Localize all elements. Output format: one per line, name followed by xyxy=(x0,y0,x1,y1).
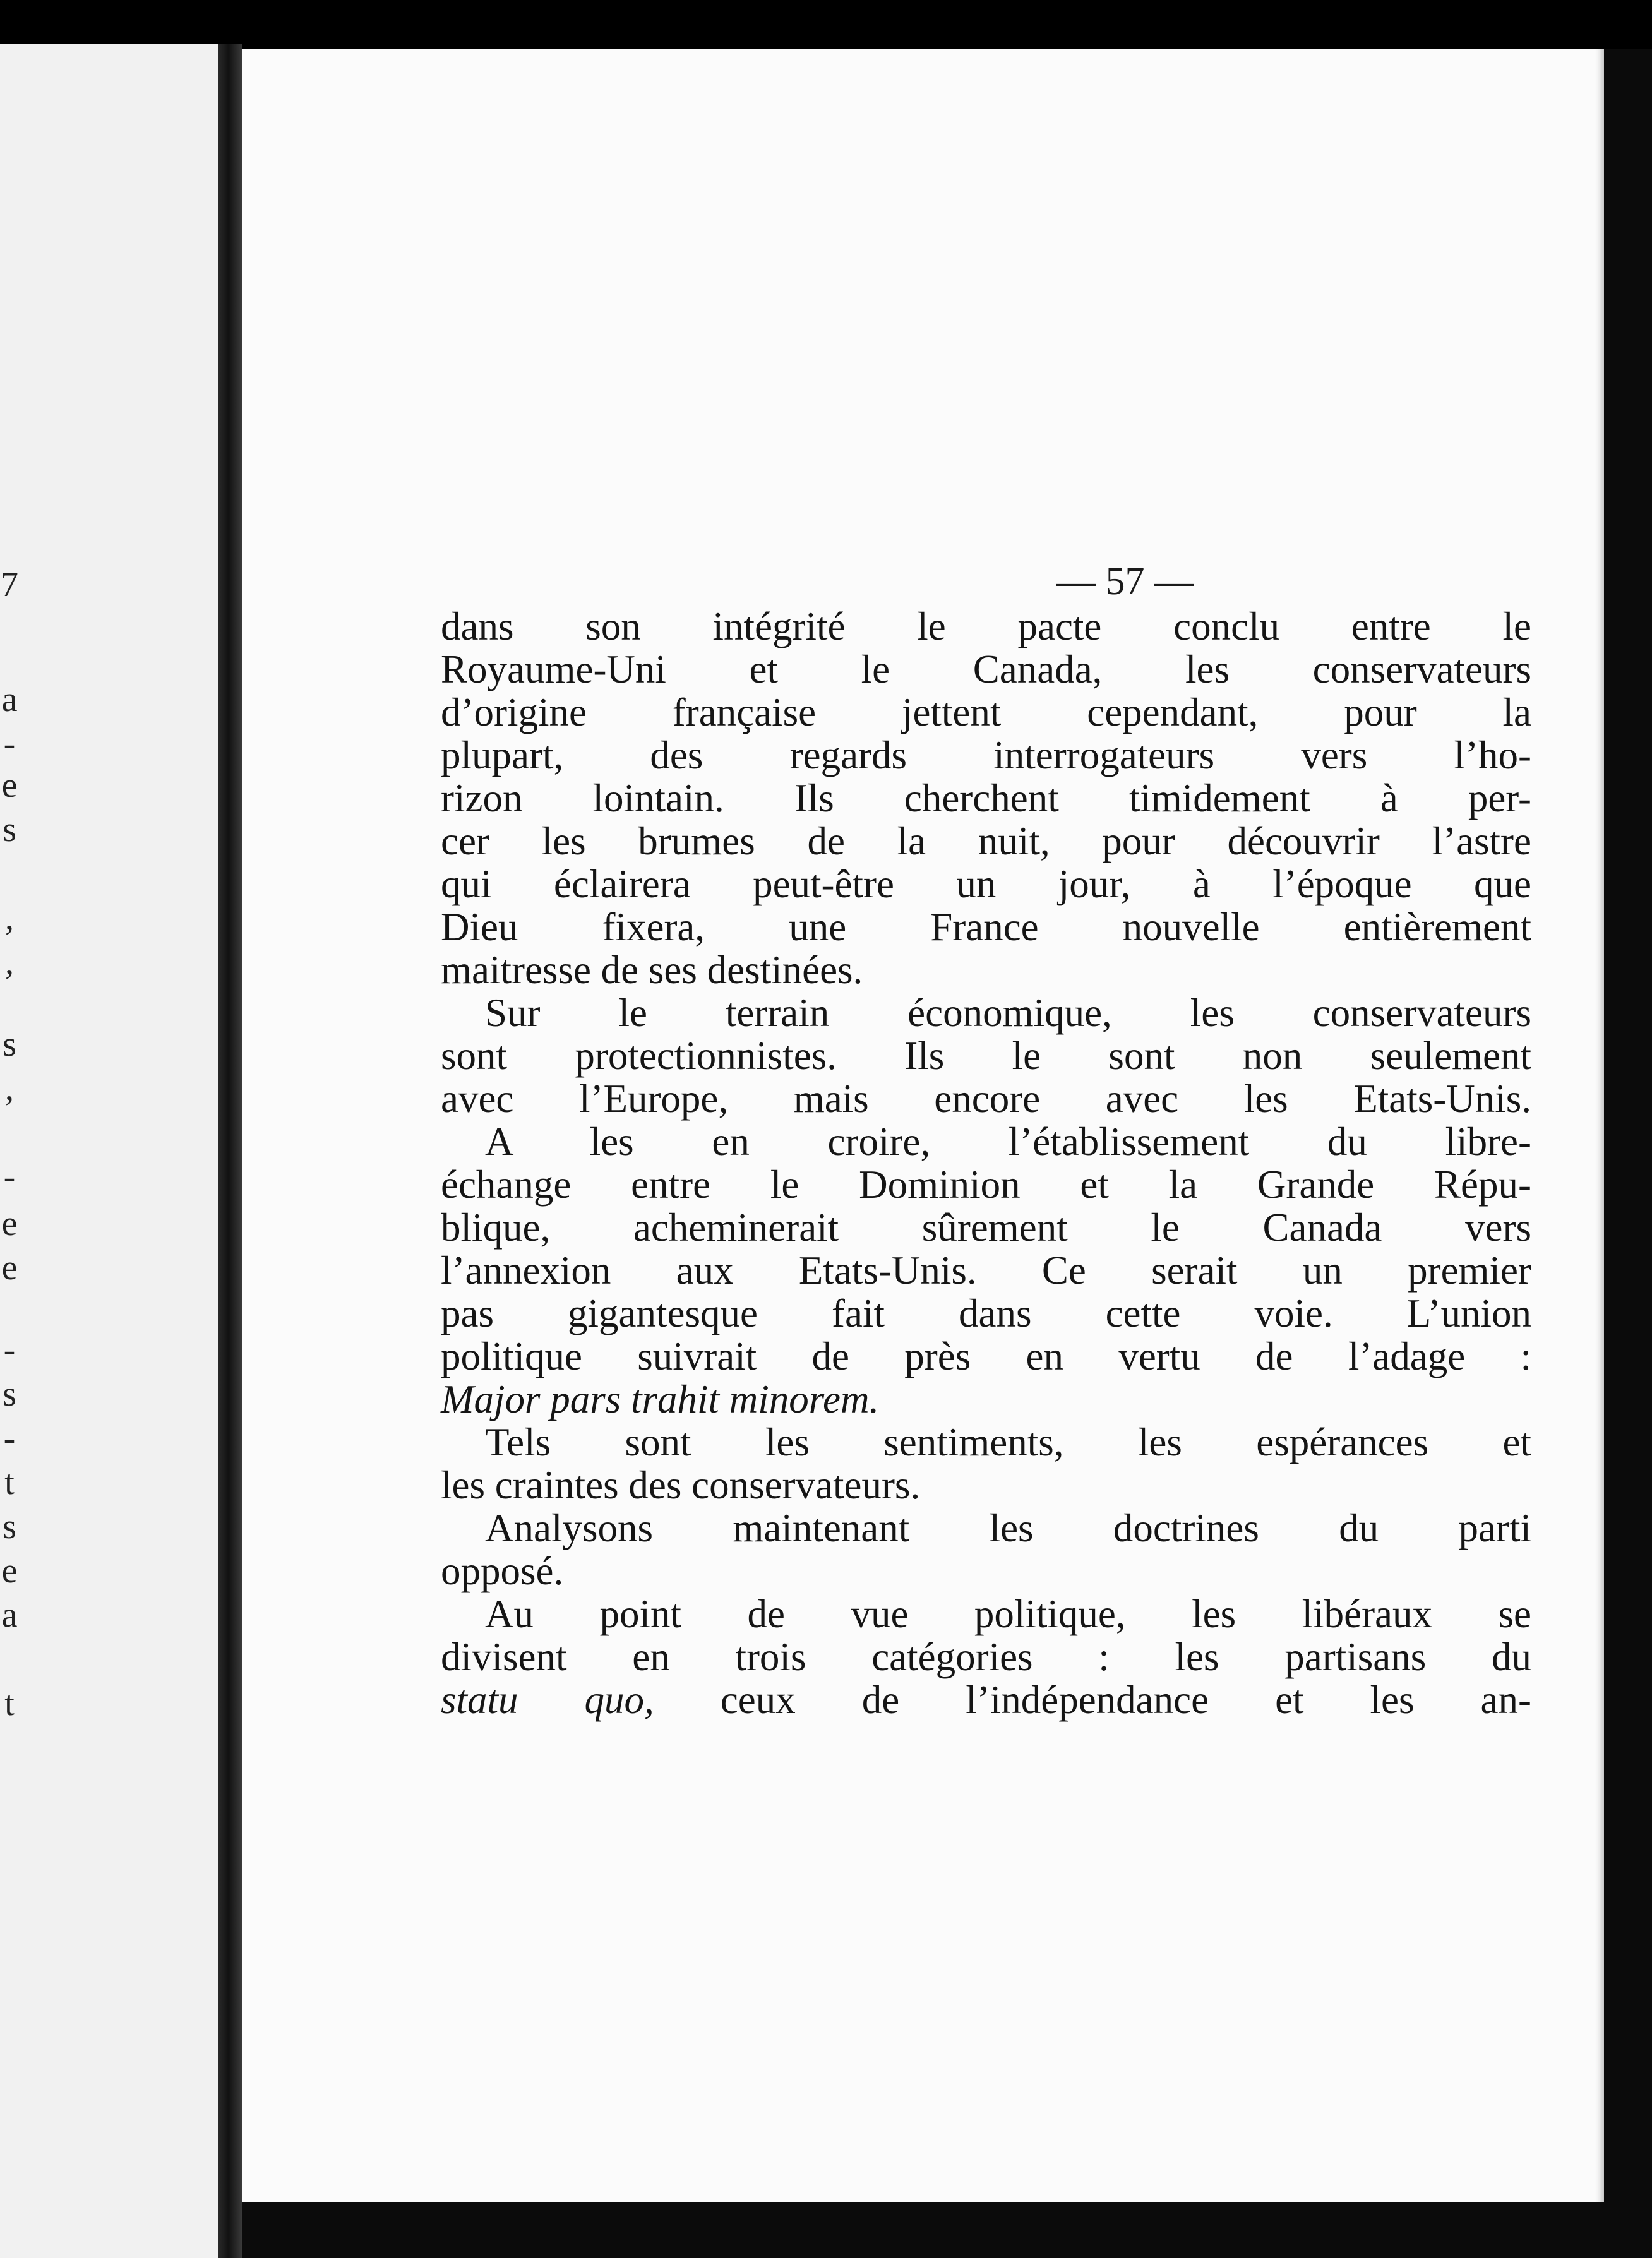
scan-border-bottom xyxy=(242,2202,1652,2258)
facing-page xyxy=(0,44,218,2258)
page-number: — 57 — xyxy=(1056,560,1194,603)
facing-page-fragment: s xyxy=(3,1025,16,1064)
facing-page-fragment: s xyxy=(3,1507,16,1546)
text-line: politique suivrait de près en vertu de l’adage : xyxy=(441,1334,1531,1378)
text-line: les craintes des conservateurs. xyxy=(441,1463,921,1507)
text-line: l’annexion aux Etats-Unis. Ce serait un premier xyxy=(441,1248,1531,1293)
text-line: opposé. xyxy=(441,1549,564,1593)
facing-page-fragment: - xyxy=(3,724,16,763)
text-line: Sur le terrain économique, les conservateurs xyxy=(485,991,1531,1035)
facing-page-fragment: e xyxy=(1,766,18,805)
page-body xyxy=(441,605,1531,1721)
facing-page-fragment: - xyxy=(3,1157,16,1197)
facing-page-fragment: , xyxy=(5,1069,14,1108)
facing-page-fragment: s xyxy=(3,1375,16,1414)
text-line: Au point de vue politique, les libéraux se xyxy=(485,1592,1531,1636)
text-line: plupart, des regards interrogateurs vers l’ho- xyxy=(441,733,1531,777)
facing-page-fragment: e xyxy=(1,1551,18,1591)
text-line: pas gigantesque fait dans cette voie. L’union xyxy=(441,1291,1531,1335)
facing-page-fragment: s xyxy=(3,810,16,849)
facing-page-fragment: e xyxy=(1,1248,18,1287)
text-line: Tels sont les sentiments, les espérances et xyxy=(485,1420,1531,1464)
text-line-latin-quote: Major pars trahit minorem. xyxy=(441,1377,880,1421)
text-line: qui éclairera peut-être un jour, à l’époque que xyxy=(441,862,1531,906)
text-line: A les en croire, l’établissement du libre- xyxy=(485,1120,1531,1164)
facing-page-fragment: a xyxy=(1,1596,18,1635)
facing-page-fragment: - xyxy=(3,1419,16,1458)
text-line: maitresse de ses destinées. xyxy=(441,948,863,992)
text-line: rizon lointain. Ils cherchent timidement à per- xyxy=(441,776,1531,820)
facing-page-fragment: , xyxy=(5,899,14,938)
text-line: Dieu fixera, une France nouvelle entièrement xyxy=(441,905,1531,949)
facing-page-fragment: t xyxy=(4,1684,15,1723)
text-line: cer les brumes de la nuit, pour découvrir l’astre xyxy=(441,819,1531,863)
book-page xyxy=(242,49,1604,2202)
facing-page-fragment: e xyxy=(1,1204,18,1243)
text-line-final xyxy=(441,1678,1531,1721)
text-line: Analysons maintenant les doctrines du parti xyxy=(485,1506,1531,1550)
scan-border-right xyxy=(1604,49,1652,2258)
text-line: dans son intégrité le pacte conclu entre le xyxy=(441,604,1531,648)
text-line: blique, acheminerait sûrement le Canada vers xyxy=(441,1205,1531,1250)
text-line: d’origine française jettent cependant, pour la xyxy=(441,690,1531,734)
line-rest: ceux de l’indépendance et les an- xyxy=(654,1678,1531,1722)
book-gutter xyxy=(218,44,242,2258)
facing-page-fragment: , xyxy=(5,943,14,982)
facing-page-fragment: t xyxy=(4,1463,15,1502)
facing-page-fragment: a xyxy=(1,680,18,719)
text-line: divisent en trois catégories : les partisans du xyxy=(441,1635,1531,1679)
facing-page-fragment: - xyxy=(3,1330,16,1370)
text-line: Royaume-Uni et le Canada, les conservateurs xyxy=(441,647,1531,691)
text-line: avec l’Europe, mais encore avec les Etats-Unis. xyxy=(441,1077,1531,1121)
text-line: échange entre le Dominion et la Grande Répu- xyxy=(441,1162,1531,1207)
text-line: sont protectionnistes. Ils le sont non seulement xyxy=(441,1034,1531,1078)
italic-phrase: statu quo, xyxy=(441,1678,654,1722)
facing-page-fragment: 7 xyxy=(1,565,18,604)
